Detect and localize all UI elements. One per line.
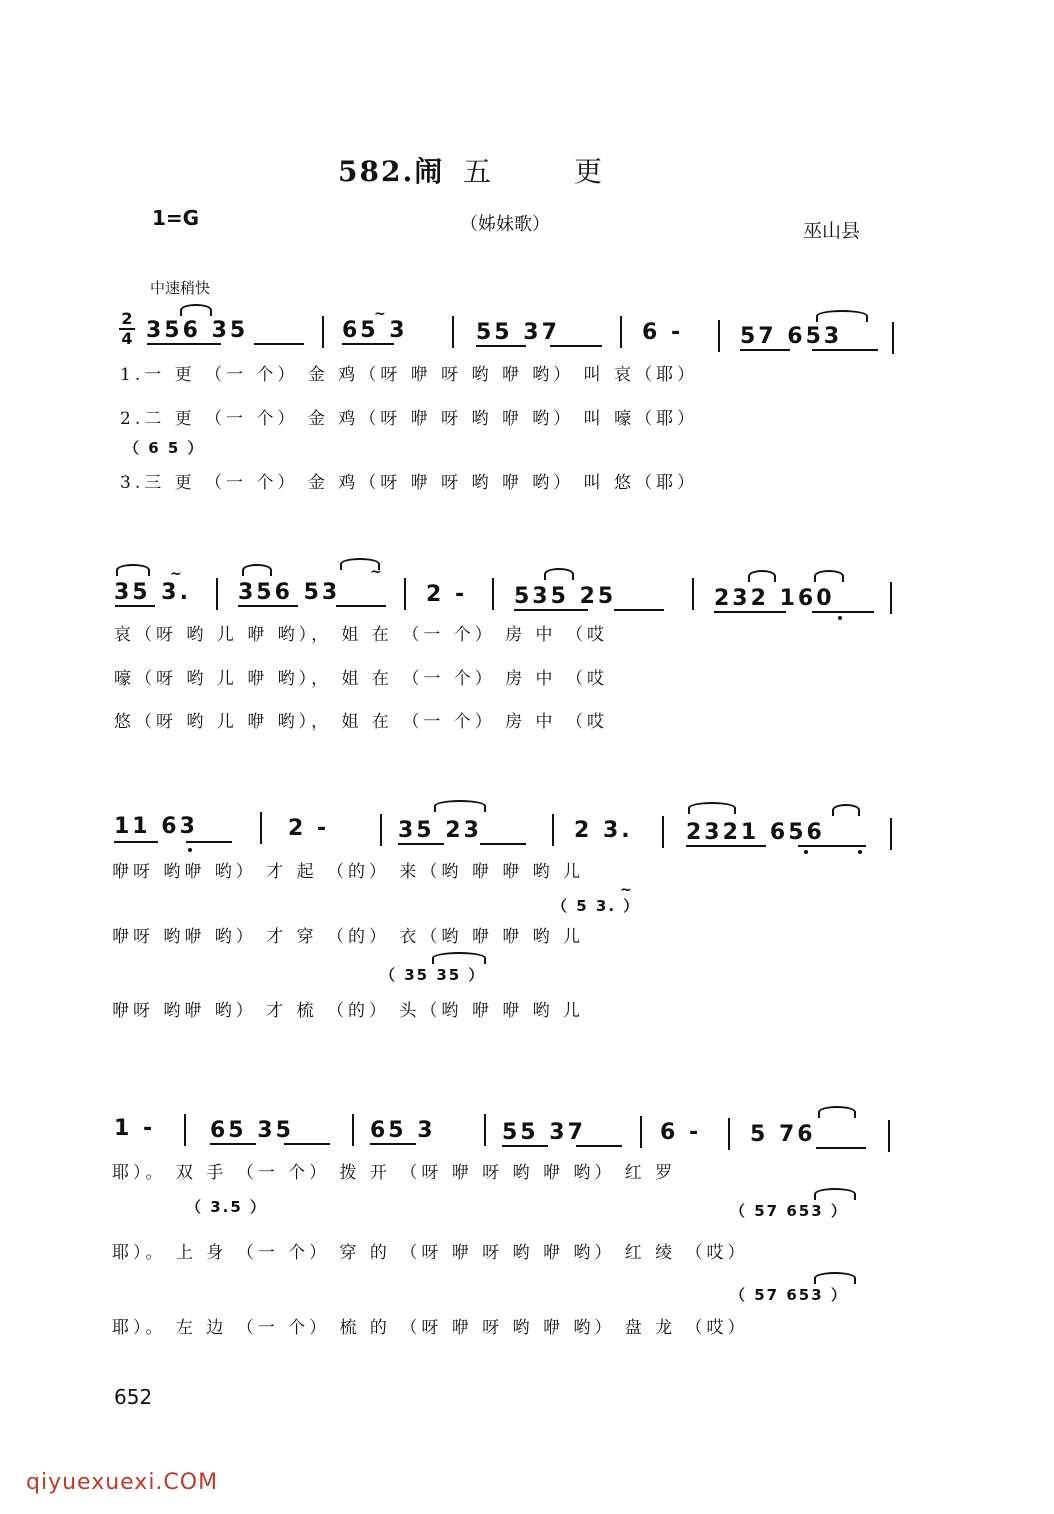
measure: 65 3 <box>342 318 408 343</box>
beam <box>147 343 221 345</box>
trill-mark: ~ <box>170 566 182 582</box>
variant-notes: （ 6 5 ） <box>124 439 205 457</box>
slur <box>814 1272 856 1284</box>
region-label: 巫山县 <box>803 220 861 242</box>
barline <box>184 1114 186 1146</box>
beam <box>514 609 588 611</box>
barline <box>452 316 454 348</box>
barline <box>640 1116 642 1148</box>
slur <box>748 570 776 582</box>
measure: 6 - <box>660 1120 702 1145</box>
page-number: 652 <box>114 1385 153 1409</box>
beam <box>812 611 874 613</box>
slur <box>688 802 736 814</box>
barline <box>404 578 406 610</box>
barline <box>620 316 622 348</box>
measure: 2321 656 <box>686 820 825 845</box>
slur <box>814 1188 856 1200</box>
slur <box>242 564 272 576</box>
lyric-line: 哀（呀 哟 儿 咿 哟）， 姐 在 （一 个） 房 中 （哎 <box>114 625 608 645</box>
lyric-line: 3.三 更 （一 个） 金 鸡（呀 咿 呀 哟 咿 哟） 叫 悠（耶） <box>120 473 699 493</box>
measure: 35 23 <box>398 818 482 843</box>
barline <box>692 578 694 610</box>
lyric-line: 嚎（呀 哟 儿 咿 哟）， 姐 在 （一 个） 房 中 （哎 <box>114 669 608 689</box>
slur <box>434 800 486 812</box>
measure: 2 - <box>288 816 330 841</box>
beam <box>686 845 766 847</box>
beam <box>398 843 444 845</box>
beam <box>576 1145 622 1147</box>
variant-notes: （ 57 653 ） <box>730 1286 848 1304</box>
beam <box>370 1143 416 1145</box>
measure: 2 - <box>426 582 468 607</box>
slur <box>816 310 868 322</box>
measure: 356 53 <box>238 580 341 605</box>
trill-mark: ~ <box>620 882 632 898</box>
beam <box>816 1147 866 1149</box>
slur <box>818 1106 856 1118</box>
barline <box>552 814 554 846</box>
barline <box>380 814 382 846</box>
barline <box>888 1120 890 1152</box>
beam <box>114 841 158 843</box>
key-signature: 1=G <box>152 206 200 230</box>
lyric-line: 咿呀 哟咿 哟） 才 起 （的） 来（哟 咿 咿 哟 儿 <box>112 862 585 882</box>
slur <box>814 570 844 582</box>
lyric-line: 咿呀 哟咿 哟） 才 穿 （的） 衣（哟 咿 咿 哟 儿 <box>112 927 585 947</box>
variant-notes: （ 57 653 ） <box>730 1202 848 1220</box>
barline <box>662 816 664 848</box>
beam <box>614 609 664 611</box>
barline <box>728 1118 730 1150</box>
trill-mark: ~ <box>370 564 382 580</box>
measure: 35 3. <box>114 580 191 605</box>
beam <box>812 349 878 351</box>
slur <box>544 568 574 580</box>
beam <box>210 1143 256 1145</box>
variant-notes: （ 3.5 ） <box>186 1198 268 1216</box>
beam <box>798 845 866 847</box>
variant-notes: （ 5 3. ） <box>552 897 641 915</box>
beam <box>502 1145 548 1147</box>
tempo-marking: 中速稍快 <box>150 279 211 297</box>
lyric-line: 2.二 更 （一 个） 金 鸡（呀 咿 呀 哟 咿 哟） 叫 嚎（耶） <box>120 409 699 429</box>
measure: 65 35 <box>210 1118 294 1143</box>
lyric-line: 耶）。 上 身 （一 个） 穿 的 （呀 咿 呀 哟 咿 哟） 红 绫 （哎） <box>112 1243 749 1263</box>
title-number: 582.闹 <box>338 155 445 188</box>
measure: 1 - <box>114 1116 156 1141</box>
lyric-line: 耶）。 左 边 （一 个） 梳 的 （呀 咿 呀 哟 咿 哟） 盘 龙 （哎） <box>112 1318 749 1338</box>
time-signature: 2 4 <box>117 310 137 348</box>
barline <box>890 818 892 850</box>
measure: 6 - <box>642 320 684 345</box>
beam <box>342 343 394 345</box>
beam <box>740 349 790 351</box>
measure: 55 37 <box>476 320 560 345</box>
measure: 356 35 <box>146 318 249 343</box>
measure: 2 3. <box>574 818 633 843</box>
barline <box>890 582 892 614</box>
octave-dot <box>858 850 862 854</box>
variant-notes: （ 35 35 ） <box>380 966 486 984</box>
measure: 232 160 <box>714 586 835 611</box>
beam <box>254 343 304 345</box>
octave-dot <box>188 848 192 852</box>
barline <box>352 1114 354 1146</box>
beam <box>550 345 602 347</box>
measure: 535 25 <box>514 584 617 609</box>
barline <box>322 316 324 348</box>
measure: 5 76 <box>750 1122 816 1147</box>
beam <box>336 605 386 607</box>
watermark: qiyuexuexi.COM <box>26 1470 219 1495</box>
slur <box>180 304 212 316</box>
lyric-line: 咿呀 哟咿 哟） 才 梳 （的） 头（哟 咿 咿 哟 儿 <box>112 1001 585 1021</box>
barline <box>260 812 262 844</box>
measure: 55 37 <box>502 1120 586 1145</box>
lyric-line: 悠（呀 哟 儿 咿 哟）， 姐 在 （一 个） 房 中 （哎 <box>114 712 608 732</box>
title-char-3: 更 <box>574 155 605 188</box>
beam <box>714 611 786 613</box>
slur <box>116 564 150 576</box>
lyric-line: 耶）。 双 手 （一 个） 拨 开 （呀 咿 呀 哟 咿 哟） 红 罗 <box>112 1163 677 1183</box>
barline <box>492 578 494 610</box>
beam <box>238 605 298 607</box>
title-char-2: 五 <box>463 155 494 188</box>
octave-dot <box>838 616 842 620</box>
barline <box>718 320 720 352</box>
barline <box>892 322 894 354</box>
barline <box>216 578 218 610</box>
octave-dot <box>804 850 808 854</box>
slur <box>832 804 860 816</box>
measure: 65 3 <box>370 1118 436 1143</box>
beam <box>284 1143 330 1145</box>
beam <box>480 843 526 845</box>
beam <box>115 605 155 607</box>
beam <box>186 841 232 843</box>
beam <box>476 345 526 347</box>
measure: 57 653 <box>740 324 843 349</box>
subtitle: （姊妹歌） <box>460 214 550 235</box>
measure: 11 63 <box>114 814 198 839</box>
trill-mark: ~ <box>374 306 386 322</box>
lyric-line: 1.一 更 （一 个） 金 鸡（呀 咿 呀 哟 咿 哟） 叫 哀（耶） <box>120 365 699 385</box>
slur <box>432 952 486 964</box>
barline <box>484 1114 486 1146</box>
